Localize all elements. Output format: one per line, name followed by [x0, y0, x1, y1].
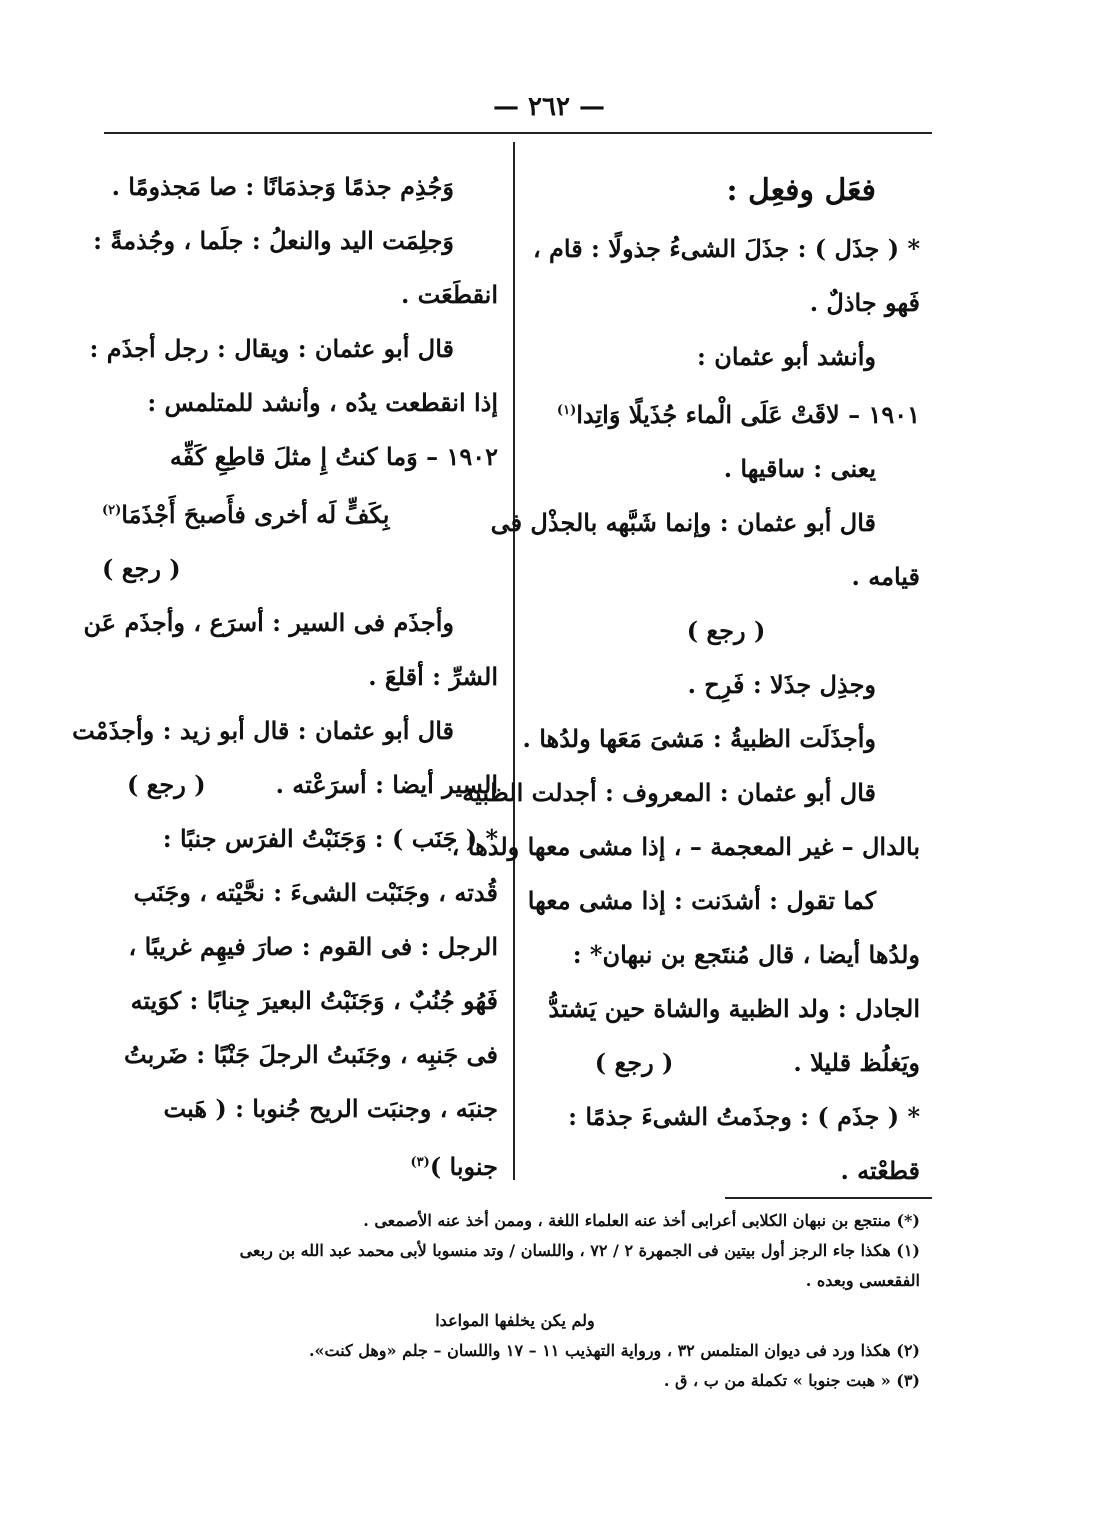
- footnote-marker: (٢): [102, 503, 122, 518]
- text-line: وأجذَلَت الظبيةُ : مَشىَ مَعَها ولدُها .: [522, 724, 876, 753]
- header-rule: [104, 132, 932, 134]
- text-line: وجذِل جذَلا : فَرِح .: [687, 670, 876, 699]
- footnotes: [110, 1206, 920, 1396]
- return-marker: ( رجع ): [594, 1048, 674, 1077]
- text-line: قال أبو عثمان : قال أبو زيد : وأجذَمْت: [72, 716, 454, 745]
- text-line: فَهو جاذلٌ .: [809, 288, 920, 317]
- footnote-3: (٣) « هبت جنوبا » تكملة من ب ، ق .: [663, 1371, 920, 1390]
- return-marker: ( رجع ): [686, 616, 766, 645]
- text-line: * ( جذَل ) : جذَلَ الشىءُ جذولًا : قام ،: [532, 234, 920, 263]
- text-segment: ويَغلُظ قليلا .: [793, 1048, 920, 1077]
- text-line: قُدته ، وجَنَبْت الشىءَ : نحَّيْته ، وجَنَب: [133, 878, 498, 907]
- footnote-marker: (١): [556, 403, 577, 418]
- left-column: [72, 160, 498, 1194]
- text-line: الجادل : ولد الظبية والشاة حين يَشتدُّ: [548, 994, 920, 1023]
- text-line: [102, 1136, 498, 1194]
- text-line: يعنى : ساقيها .: [723, 454, 876, 483]
- verse-line-1902: ١٩٠٢ – وَما كنتُ إِ مثلَ قاطِعِ كَفِّه: [169, 442, 498, 471]
- footnote-1: (١) هكذا جاء الرجز أول بيتين فى الجمهرة ٢ / ٧٢ ، واللسان / وتد منسوبا لأبى محمد عبد الله بن ربعى: [239, 1241, 920, 1260]
- return-marker: ( رجع ): [102, 554, 181, 583]
- text-segment: جنوبا ): [429, 1152, 498, 1181]
- text-line: [532, 1036, 920, 1090]
- text-line: قيامه .: [851, 562, 920, 591]
- footnote-marker: (٣): [410, 1155, 430, 1170]
- text-line: وأجذَم فى السير : أسرَع ، وأجذَم عَن: [83, 608, 454, 637]
- verse-line-1901: [532, 384, 920, 442]
- text-line: وَجلِمَت اليد والنعلُ : جلَما ، وجُذمةً :: [93, 226, 454, 255]
- text-line: قال أبو عثمان : ويقال : رجل أجذَم :: [89, 334, 454, 363]
- verse-text: بِكَفٍّ لَه أخرى فأَصبحَ أَجْذَمَا: [121, 500, 390, 529]
- return-marker: ( رجع ): [126, 770, 206, 799]
- text-line: قال أبو عثمان : المعروف : أجدلت الظبية: [462, 778, 876, 807]
- text-line: الشرِّ : أقلعَ .: [368, 662, 498, 691]
- text-line: إذا انقطعت يدُه ، وأنشد للمتلمس :: [147, 388, 498, 417]
- text-line: كما تقول : أشدَنت : إذا مشى معها: [527, 886, 876, 915]
- text-line: بالدال – غير المعجمة – ، إذا مشى معها ولدها ،: [451, 832, 920, 861]
- text-line: انقطَعَت .: [400, 280, 498, 309]
- verse-line-1902-second: [102, 484, 498, 542]
- text-segment: السير أيضا : أسرَعْته .: [275, 770, 498, 799]
- verse-text: ١٩٠١ – لاقَتْ عَلَى الْماء جُذَيلًا وَاتِدا: [576, 400, 920, 429]
- footnote-star: (*) منتجع بن نبهان الكلابى أعرابى أخذ عنه العلماء اللغة ، وممن أخذ عنه الأصمعى .: [363, 1211, 920, 1230]
- text-line: * ( جذَم ) : وجذَمتُ الشىءَ جذمًا :: [568, 1102, 920, 1131]
- footnote-verse: ولم يكن يخلفها المواعدا: [435, 1311, 595, 1330]
- text-line: ولدُها أيضا ، قال مُنتَجع بن نبهان* :: [572, 940, 920, 969]
- text-line: قال أبو عثمان : وإنما شَبَّهه بالجذْل فى: [490, 508, 876, 537]
- text-line: فى جَنبِه ، وجَنَبتُ الرجلَ جَنْبًا : ضَربتُ: [124, 1040, 498, 1069]
- footnote-1-continued: الفقعسى وبعده .: [805, 1271, 920, 1290]
- text-line: الرجل : فى القوم : صارَ فيهِم غريبًا ،: [128, 932, 498, 961]
- text-line: فَهُو جُنُبٌ ، وَجَنَبْتُ البعيرَ جِنابًا : كوَيته: [130, 986, 498, 1015]
- page-number: — ٢٦٢ —: [492, 92, 606, 122]
- column-divider: [513, 142, 515, 1180]
- text-line: وأنشد أبو عثمان :: [697, 342, 876, 371]
- text-line: وَجُذِم جذمًا وَجذمَانًا : صا مَجذومًا .: [111, 172, 454, 201]
- footnote-rule: [725, 1197, 932, 1199]
- section-heading: فعَل وفعِل :: [726, 173, 876, 208]
- text-line: * ( جَنَب ) : وَجَنَبْتُ الفرَس جنبًا :: [162, 824, 498, 853]
- text-line: [102, 758, 498, 812]
- text-line: قطعْته .: [840, 1156, 920, 1185]
- footnote-2: (٢) هكذا ورد فى ديوان المتلمس ٣٢ ، ورواية التهذيب ١١ – ١٧ واللسان – جلم «وهل كنت».: [308, 1341, 920, 1360]
- text-line: جنبَه ، وجنبَت الريح جُنوبا : ( هَبت: [163, 1094, 498, 1123]
